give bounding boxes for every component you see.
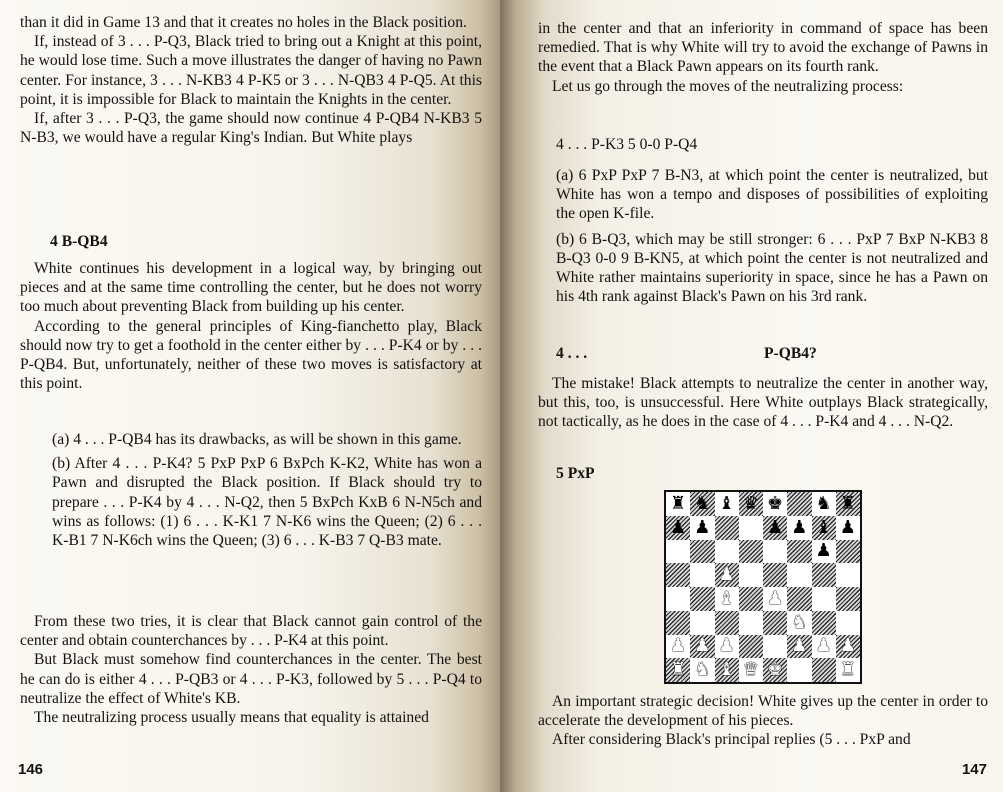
board-square bbox=[812, 516, 836, 540]
white-pawn-icon: ♟ bbox=[791, 635, 808, 657]
board-square bbox=[763, 635, 787, 659]
board-square bbox=[812, 492, 836, 516]
board-square bbox=[836, 611, 860, 635]
board-square bbox=[763, 563, 787, 587]
board-square bbox=[787, 540, 811, 564]
black-bishop-icon: ♝ bbox=[718, 492, 735, 514]
paragraph: The neutralizing process usually means that equality is attained bbox=[34, 709, 429, 727]
black-knight-icon: ♞ bbox=[694, 492, 711, 514]
board-square bbox=[763, 516, 787, 540]
board-square bbox=[715, 540, 739, 564]
white-pawn-icon: ♟ bbox=[767, 587, 784, 609]
board-square bbox=[836, 635, 860, 659]
paragraph: in the center and that an inferiority in command of space has been remedied. That is why White will try to avoid the exchange of Pawns in the event that a Black Pawn appears on its fourth rank. bbox=[538, 20, 988, 76]
black-pawn-icon: ♟ bbox=[791, 516, 808, 538]
white-rook-icon: ♜ bbox=[839, 659, 856, 681]
board-square bbox=[787, 611, 811, 635]
black-king-icon: ♚ bbox=[767, 492, 784, 514]
black-pawn-icon: ♟ bbox=[815, 540, 832, 562]
board-square bbox=[666, 492, 690, 516]
white-bishop-icon: ♝ bbox=[718, 587, 735, 609]
board-square bbox=[763, 587, 787, 611]
paragraph: After considering Black's principal replies (5 . . . PxP and bbox=[552, 731, 911, 749]
board-square bbox=[836, 658, 860, 682]
board-square bbox=[715, 658, 739, 682]
board-square bbox=[739, 492, 763, 516]
board-square bbox=[763, 611, 787, 635]
board-square bbox=[666, 611, 690, 635]
board-square bbox=[739, 611, 763, 635]
white-knight-icon: ♞ bbox=[694, 659, 711, 681]
paragraph: The mistake! Black attempts to neutralize the center in another way, but this, too, is unsuccessful. Here White outplays Black strategically, not tactically, as he does in the case of 4 . . . P-K4 and 4 . . . N-Q2. bbox=[538, 375, 988, 431]
page-number: 147 bbox=[961, 761, 987, 778]
move-text: P-QB4? bbox=[764, 345, 817, 362]
move-heading: 4 B-QB4 bbox=[50, 233, 108, 250]
board-square bbox=[787, 563, 811, 587]
paragraph: White continues his development in a logical way, by bringing out pieces and at the same time controlling the center, but he does not worry too much about preventing Black from building up his center. bbox=[20, 260, 482, 316]
white-pawn-icon: ♟ bbox=[670, 635, 687, 657]
white-pawn-icon: ♟ bbox=[718, 635, 735, 657]
white-pawn-icon: ♟ bbox=[839, 635, 856, 657]
board-square bbox=[715, 516, 739, 540]
board-square bbox=[812, 635, 836, 659]
left-page bbox=[0, 0, 500, 792]
black-pawn-icon: ♟ bbox=[670, 516, 687, 538]
board-square bbox=[836, 563, 860, 587]
white-bishop-icon: ♝ bbox=[718, 659, 735, 681]
black-rook-icon: ♜ bbox=[839, 492, 856, 514]
board-square bbox=[812, 563, 836, 587]
page-number: 146 bbox=[18, 761, 44, 778]
board-square bbox=[836, 540, 860, 564]
board-square bbox=[812, 658, 836, 682]
board-square bbox=[787, 658, 811, 682]
board-square bbox=[666, 516, 690, 540]
black-knight-icon: ♞ bbox=[815, 492, 832, 514]
black-pawn-icon: ♟ bbox=[694, 516, 711, 538]
board-square bbox=[812, 611, 836, 635]
paragraph: Let us go through the moves of the neutralizing process: bbox=[552, 77, 904, 95]
variation-b: (b) 6 B-Q3, which may be still stronger: 6 . . . PxP 7 BxP N-KB3 8 B-Q3 0-0 9 B-KN5, at which point the center is not neutralized and White rather maintains superiority in space, since he has a Pawn on his 4th rank against Black's Pawn on his 3rd rank. bbox=[556, 230, 988, 306]
board-square bbox=[812, 587, 836, 611]
black-queen-icon: ♛ bbox=[742, 492, 759, 514]
board-square bbox=[739, 635, 763, 659]
board-square bbox=[690, 540, 714, 564]
variation-b: (b) After 4 . . . P-K4? 5 PxP PxP 6 BxPch K-K2, White has won a Pawn and disrupted the Black position. If Black should try to prepare . . . P-K4 by 4 . . . N-Q2, then 5 BxPch KxB 6 N-N5ch and wins as follows: (1) 6 . . . K-K1 7 N-K6 wins the Queen; (2) 6 . . . K-B1 7 N-K6ch wins the Queen; (3) 6 . . . K-B3 7 Q-B3 mate. bbox=[52, 455, 482, 550]
paragraph: If, after 3 . . . P-Q3, the game should now continue 4 P-QB4 N-KB3 5 N-B3, we would have a regular King's Indian. But White plays bbox=[20, 110, 482, 147]
board-square bbox=[690, 658, 714, 682]
board-square bbox=[715, 563, 739, 587]
board-square bbox=[666, 587, 690, 611]
board-square bbox=[739, 658, 763, 682]
board-square bbox=[763, 540, 787, 564]
white-pawn-icon: ♟ bbox=[815, 635, 832, 657]
move-line: 4 . . . P-K3 5 0-0 P-Q4 bbox=[556, 136, 698, 153]
board-square bbox=[763, 492, 787, 516]
paragraph: than it did in Game 13 and that it creates no holes in the Black position. bbox=[20, 14, 467, 31]
move-number: 4 . . . bbox=[556, 345, 588, 362]
white-rook-icon: ♜ bbox=[670, 659, 687, 681]
paragraph: If, instead of 3 . . . P-Q3, Black tried to bring out a Knight at this point, he would lose time. Such a move illustrates the danger of having no Pawn center. For instance, 3 . . . N-KB3 4 P-K5 or 3 . . . N-QB3 4 P-Q5. At this point, it is impossible for Black to maintain the Knights in the center. bbox=[20, 33, 482, 108]
black-rook-icon: ♜ bbox=[670, 492, 687, 514]
board-square bbox=[739, 587, 763, 611]
board-square bbox=[715, 611, 739, 635]
variation-a: (a) 4 . . . P-QB4 has its drawbacks, as will be shown in this game. bbox=[52, 431, 462, 448]
board-square bbox=[666, 563, 690, 587]
board-square bbox=[787, 635, 811, 659]
black-pawn-icon: ♟ bbox=[839, 516, 856, 538]
paragraph: According to the general principles of King-fianchetto play, Black should now try to get a foothold in the center either by . . . P-K4 or by . . . P-QB4. But, unfortunately, neither of these two moves is satisfactory at this point. bbox=[20, 317, 482, 393]
board-square bbox=[690, 587, 714, 611]
white-pawn-icon: ♟ bbox=[694, 635, 711, 657]
board-square bbox=[739, 540, 763, 564]
board-square bbox=[836, 516, 860, 540]
board-square bbox=[739, 563, 763, 587]
board-square bbox=[666, 658, 690, 682]
board-square bbox=[715, 635, 739, 659]
board-square bbox=[690, 563, 714, 587]
board-square bbox=[690, 611, 714, 635]
white-knight-icon: ♞ bbox=[791, 611, 808, 633]
board-square bbox=[666, 635, 690, 659]
board-square bbox=[690, 492, 714, 516]
paragraph: An important strategic decision! White gives up the center in order to accelerate the development of his pieces. bbox=[538, 693, 988, 730]
black-bishop-icon: ♝ bbox=[815, 516, 832, 538]
board-square bbox=[666, 540, 690, 564]
board-square bbox=[715, 492, 739, 516]
board-square bbox=[787, 587, 811, 611]
board-square bbox=[812, 540, 836, 564]
white-pawn-icon: ♟ bbox=[718, 564, 735, 586]
board-square bbox=[836, 492, 860, 516]
black-pawn-icon: ♟ bbox=[767, 516, 784, 538]
white-queen-icon: ♛ bbox=[742, 659, 759, 681]
paragraph: From these two tries, it is clear that Black cannot gain control of the center and obtain counterchances by . . . P-K4 at this point. bbox=[20, 613, 482, 650]
board-square bbox=[836, 587, 860, 611]
white-king-icon: ♚ bbox=[767, 659, 784, 681]
board-square bbox=[715, 587, 739, 611]
board-square bbox=[690, 516, 714, 540]
board-square bbox=[690, 635, 714, 659]
board-square bbox=[763, 658, 787, 682]
chess-diagram bbox=[664, 490, 862, 684]
paragraph: But Black must somehow find counterchances in the center. The best he can do is either 4 . . . P-QB3 or 4 . . . P-K3, followed by 5 . . . P-Q4 to neutralize the effect of White's KB. bbox=[20, 651, 482, 707]
board-square bbox=[787, 492, 811, 516]
board-square bbox=[739, 516, 763, 540]
variation-a: (a) 6 PxP PxP 7 B-N3, at which point the center is neutralized, but White has won a tempo and disposes of possibilities of exploiting the open K-file. bbox=[556, 167, 988, 223]
move-line: 5 PxP bbox=[556, 465, 595, 482]
board-square bbox=[787, 516, 811, 540]
